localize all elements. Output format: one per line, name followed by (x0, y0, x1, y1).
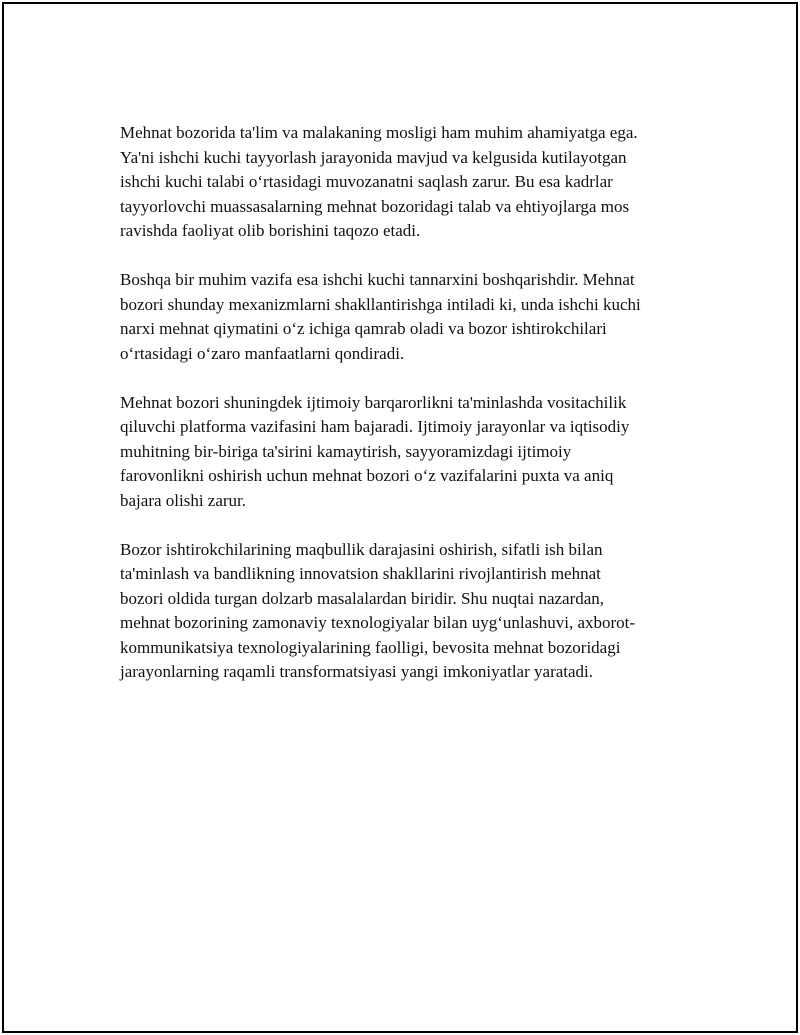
paragraph-line: bozori shunday mexanizmlarni shakllantirishga intiladi ki, unda ishchi kuchi (120, 294, 641, 314)
document-page (2, 2, 798, 1033)
paragraph-line: bajara olishi zarur. (120, 490, 247, 510)
paragraph-line: kommunikatsiya texnologiyalarining faolligi, bevosita mehnat bozoridagi (120, 637, 621, 657)
paragraph-line: narxi mehnat qiymatini o‘z ichiga qamrab oladi va bozor ishtirokchilari (120, 319, 607, 338)
paragraph-line: ta'minlash va bandlikning innovatsion shakllarini rivojlantirish mehnat (120, 564, 601, 583)
paragraph-2 (120, 268, 690, 366)
document-body (120, 121, 690, 709)
paragraph-line: o‘rtasidagi o‘zaro manfaatlarni qondiradi. (120, 343, 405, 363)
paragraph-line: Boshqa bir muhim vazifa esa ishchi kuchi tannarxini boshqarishdir. Mehnat (120, 270, 635, 289)
paragraph-line: Bozor ishtirokchilarining maqbullik darajasini oshirish, sifatli ish bilan (120, 539, 603, 559)
paragraph-line: Ya'ni ishchi kuchi tayyorlash jarayonida mavjud va kelgusida kutilayotgan (120, 147, 627, 167)
paragraph-line: farovonlikni oshirish uchun mehnat bozori o‘z vazifalarini puxta va aniq (120, 466, 614, 485)
paragraph-line: bozori oldida turgan dolzarb masalalardan biridir. Shu nuqtai nazardan, (120, 588, 605, 608)
paragraph-line: jarayonlarning raqamli transformatsiyasi yangi imkoniyatlar yaratadi. (120, 662, 594, 681)
paragraph-line: muhitning bir-biriga ta'sirini kamaytirish, sayyoramizdagi ijtimoiy (120, 441, 572, 461)
paragraph-line: mehnat bozorining zamonaviy texnologiyalar bilan uyg‘unlashuvi, axborot- (120, 613, 636, 632)
paragraph-3 (120, 391, 690, 514)
paragraph-line: Mehnat bozori shuningdek ijtimoiy barqarorlikni ta'minlashda vositachilik (120, 392, 627, 412)
paragraph-line: Mehnat bozorida ta'lim va malakaning mosligi ham muhim ahamiyatga ega. (120, 123, 638, 142)
paragraph-line: tayyorlovchi muassasalarning mehnat bozoridagi talab va ehtiyojlarga mos (120, 196, 630, 216)
paragraph-line: ravishda faoliyat olib borishini taqozo etadi. (120, 221, 421, 240)
paragraph-line: qiluvchi platforma vazifasini ham bajaradi. Ijtimoiy jarayonlar va iqtisodiy (120, 417, 630, 436)
paragraph-line: ishchi kuchi talabi o‘rtasidagi muvozanatni saqlash zarur. Bu esa kadrlar (120, 172, 613, 191)
paragraph-4 (120, 538, 690, 685)
paragraph-1 (120, 121, 690, 244)
